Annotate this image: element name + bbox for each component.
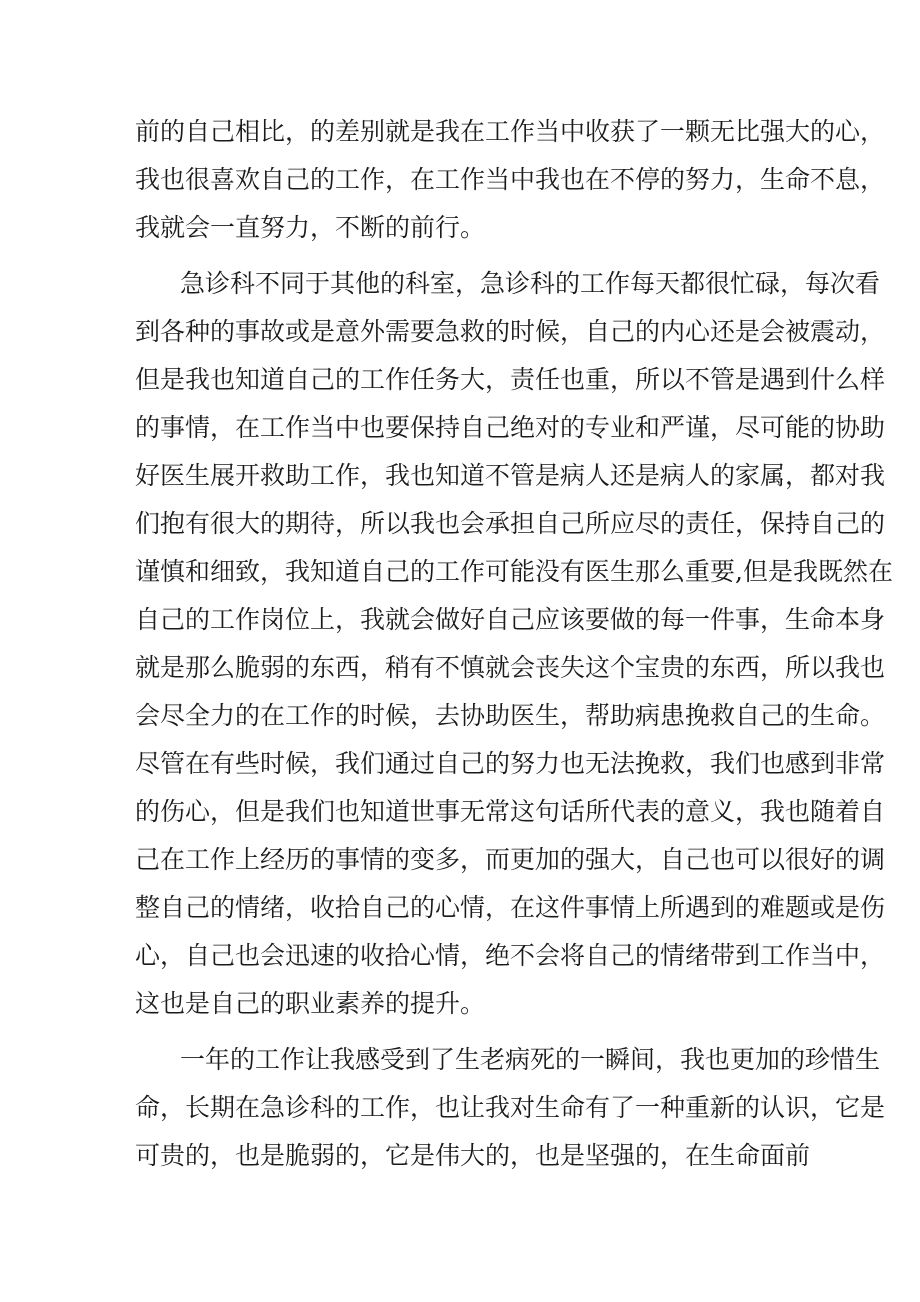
text-line: 自己的工作岗位上，我就会做好自己应该要做的每一件事，生命本身	[135, 605, 886, 634]
text-line: 心，自己也会迅速的收拾心情，绝不会将自己的情绪带到工作当中，	[135, 941, 886, 970]
text-line: 到各种的事故或是意外需要急救的时候，自己的内心还是会被震动，	[135, 317, 886, 346]
text-line: 但是我也知道自己的工作任务大，责任也重，所以不管是遇到什么样	[135, 365, 886, 394]
text-line: 己在工作上经历的事情的变多，而更加的强大，自己也可以很好的调	[135, 845, 886, 874]
text-line: 我就会一直努力，不断的前行。	[135, 213, 486, 242]
text-line: 就是那么脆弱的东西，稍有不慎就会丧失这个宝贵的东西，所以我也	[135, 653, 886, 682]
text-line: 这也是自己的职业素养的提升。	[135, 989, 486, 1018]
text-line: 好医生展开救助工作，我也知道不管是病人还是病人的家属，都对我	[135, 461, 886, 490]
text-line: 前的自己相比，的差别就是我在工作当中收获了一颗无比强大的心，	[135, 117, 886, 146]
text-line: 可贵的，也是脆弱的，它是伟大的，也是坚强的，在生命面前	[135, 1141, 811, 1170]
text-line: 们抱有很大的期待，所以我也会承担自己所应尽的责任，保持自己的	[135, 509, 886, 538]
text-line: 会尽全力的在工作的时候，去协助医生，帮助病患挽救自己的生命。	[135, 701, 886, 730]
paragraph-first-line: 急诊科不同于其他的科室，急诊科的工作每天都很忙碌，每次看	[180, 269, 881, 298]
text-line: 的事情，在工作当中也要保持自己绝对的专业和严谨，尽可能的协助	[135, 413, 886, 442]
paragraph-first-line: 一年的工作让我感受到了生老病死的一瞬间，我也更加的珍惜生	[180, 1045, 881, 1074]
text-line: 谨慎和细致，我知道自己的工作可能没有医生那么重要,但是我既然在	[135, 557, 893, 586]
text-line: 我也很喜欢自己的工作，在工作当中我也在不停的努力，生命不息，	[135, 165, 886, 194]
text-line: 命，长期在急诊科的工作，也让我对生命有了一种重新的认识，它是	[135, 1093, 886, 1122]
text-line: 尽管在有些时候，我们通过自己的努力也无法挽救，我们也感到非常	[135, 749, 886, 778]
text-line: 整自己的情绪，收拾自己的心情，在这件事情上所遇到的难题或是伤	[135, 893, 886, 922]
text-line: 的伤心，但是我们也知道世事无常这句话所代表的意义，我也随着自	[135, 797, 886, 826]
